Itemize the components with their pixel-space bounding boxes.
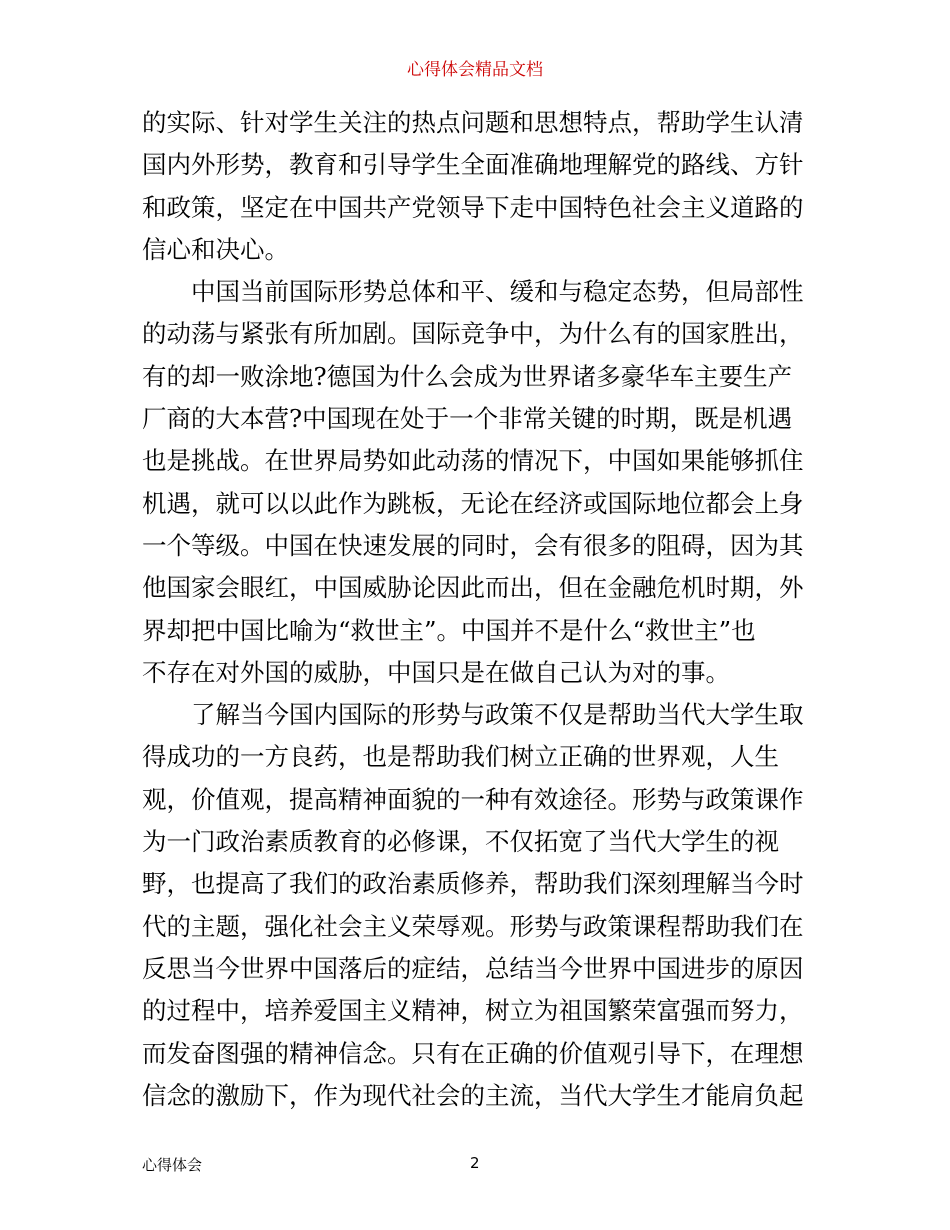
text-line: 中国当前国际形势总体和平、缓和与稳定态势，但局部性: [142, 277, 804, 307]
text-line: 机遇，就可以以此作为跳板，无论在经济或国际地位都会上身: [142, 488, 804, 518]
text-line: 也是挑战。在世界局势如此动荡的情况下，中国如果能够抓住: [142, 446, 804, 476]
text-line: 的过程中，培养爱国主义精神，树立为祖国繁荣富强而努力，: [142, 996, 804, 1026]
text-line: 代的主题，强化社会主义荣辱观。形势与政策课程帮助我们在: [142, 911, 804, 941]
text-line: 的动荡与紧张有所加剧。国际竞争中，为什么有的国家胜出，: [142, 319, 804, 349]
text-line: 信念的激励下，作为现代社会的主流，当代大学生才能肩负起: [142, 1080, 804, 1110]
text-line: 野，也提高了我们的政治素质修养，帮助我们深刻理解当今时: [142, 869, 804, 899]
text-line: 他国家会眼红，中国威胁论因此而出，但在金融危机时期，外: [142, 573, 804, 603]
page-number: 2: [470, 1154, 480, 1172]
text-line: 厂商的大本营?中国现在处于一个非常关键的时期，既是机遇: [142, 404, 793, 434]
text-line: 国内外形势，教育和引导学生全面准确地理解党的路线、方针: [142, 150, 804, 180]
text-line: 有的却一败涂地?德国为什么会成为世界诸多豪华车主要生产: [142, 361, 793, 391]
text-line: 和政策，坚定在中国共产党领导下走中国特色社会主义道路的: [142, 192, 804, 222]
text-line: 而发奋图强的精神信念。只有在正确的价值观引导下，在理想: [142, 1038, 804, 1068]
text-line: 不存在对外国的威胁，中国只是在做自己认为对的事。: [142, 657, 730, 687]
text-line: 信心和决心。: [142, 234, 289, 264]
text-line: 得成功的一方良药，也是帮助我们树立正确的世界观，人生: [142, 742, 779, 772]
text-line: 观，价值观，提高精神面貌的一种有效途径。形势与政策课作: [142, 784, 804, 814]
page-header-title: 心得体会精品文档: [407, 60, 543, 80]
text-line: 一个等级。中国在快速发展的同时，会有很多的阻碍，因为其: [142, 530, 804, 560]
page-footer: [0, 1154, 950, 1178]
text-line: 为一门政治素质教育的必修课，不仅拓宽了当代大学生的视: [142, 827, 779, 857]
text-line: 了解当今国内国际的形势与政策不仅是帮助当代大学生取: [142, 700, 804, 730]
text-line: 的实际、针对学生关注的热点问题和思想特点，帮助学生认清: [142, 108, 804, 137]
text-line: 反思当今世界中国落后的症结，总结当今世界中国进步的原因: [142, 953, 804, 983]
document-body: [142, 102, 814, 1117]
text-line: 界却把中国比喻为“救世主”。中国并不是什么“救世主”也: [142, 615, 756, 645]
footer-label: 心得体会: [142, 1156, 203, 1174]
